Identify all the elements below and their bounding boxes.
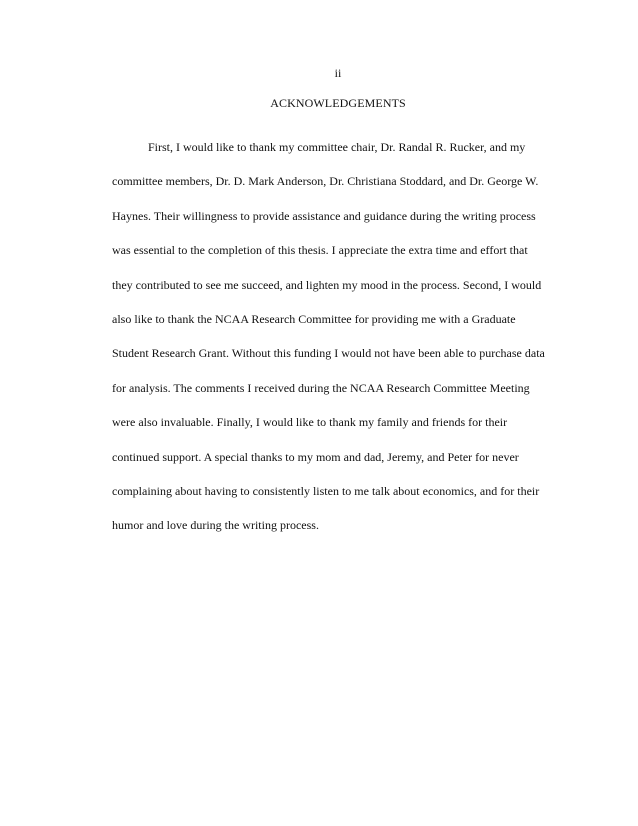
- acknowledgements-paragraph: [112, 140, 580, 553]
- paragraph-line: was essential to the completion of this thesis. I appreciate the extra time and effort that: [112, 243, 528, 258]
- paragraph-line: First, I would like to thank my committee chair, Dr. Randal R. Rucker, and my: [148, 140, 526, 154]
- paragraph-line: continued support. A special thanks to my mom and dad, Jeremy, and Peter for never: [112, 449, 519, 464]
- paragraph-line: also like to thank the NCAA Research Committee for providing me with a Graduate: [112, 311, 516, 326]
- paragraph-line: Student Research Grant. Without this funding I would not have been able to purchase data: [112, 346, 545, 361]
- paragraph-line: for analysis. The comments I received during the NCAA Research Committee Meeting: [112, 380, 530, 395]
- paragraph-line: Haynes. Their willingness to provide assistance and guidance during the writing process: [112, 208, 536, 223]
- paragraph-line: they contributed to see me succeed, and lighten my mood in the process. Second, I would: [112, 277, 542, 292]
- section-heading: ACKNOWLEDGEMENTS: [270, 96, 406, 110]
- page-number: ii: [334, 66, 342, 80]
- paragraph-line: humor and love during the writing process.: [112, 518, 319, 533]
- paragraph-line: committee members, Dr. D. Mark Anderson, Dr. Christiana Stoddard, and Dr. George W.: [112, 174, 539, 189]
- paragraph-line: complaining about having to consistently listen to me talk about economics, and for their: [112, 483, 540, 498]
- paragraph-line: were also invaluable. Finally, I would like to thank my family and friends for their: [112, 415, 508, 430]
